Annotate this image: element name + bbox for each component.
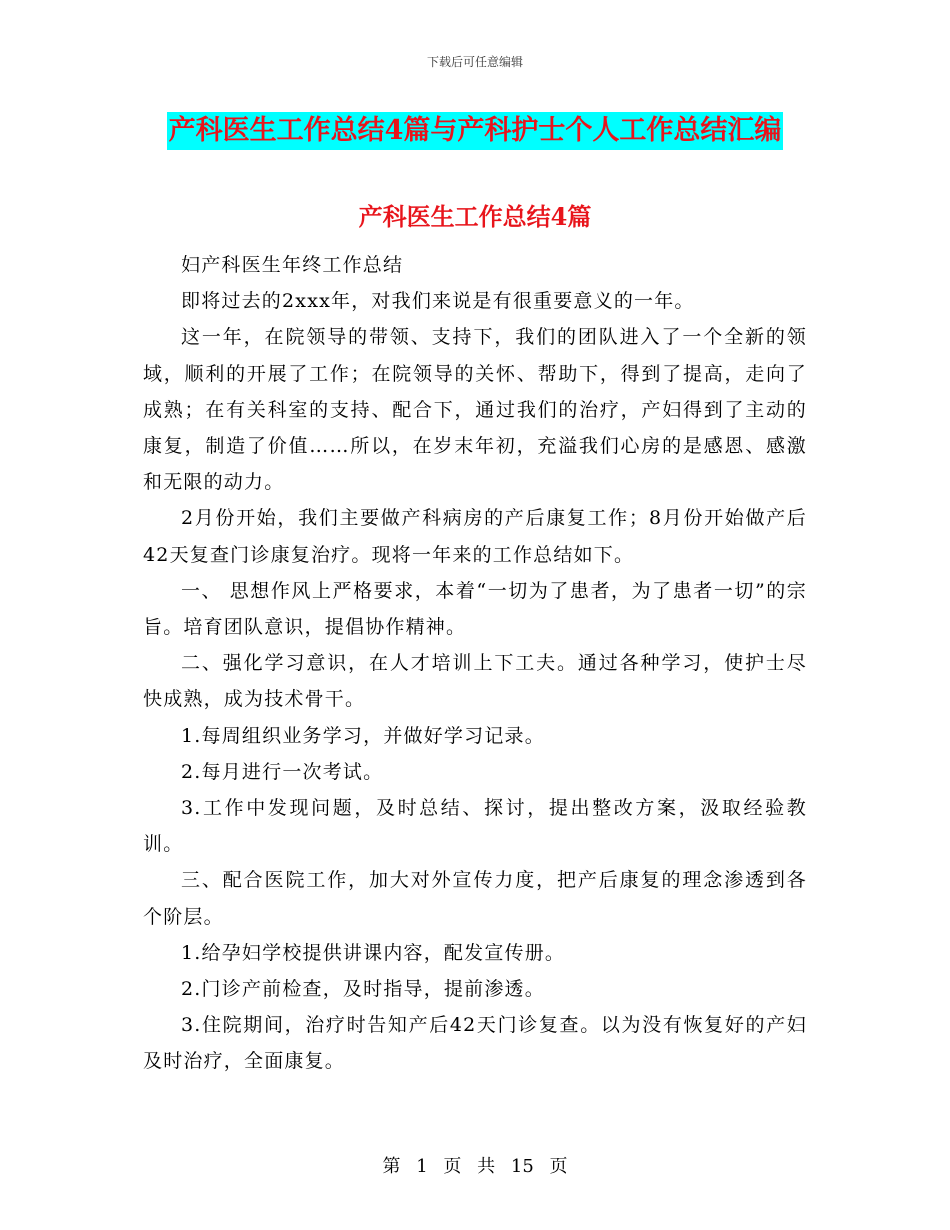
document-title: 产科医生工作总结4篇与产科护士个人工作总结汇编 [167,112,784,150]
paragraph: 1.给孕妇学校提供讲课内容，配发宣传册。 [181,941,566,964]
paragraph: 2月份开始，我们主要做产科病房的产后康复工作；8月份开始做产后42天复查门诊康复治疗。现将一年来的工作总结如下。 [143,507,807,566]
section-title: 产科医生工作总结4篇 [358,202,592,231]
header-note: 下载后可任意编辑 [426,55,523,69]
paragraph: 二、强化学习意识，在人才培训上下工夫。通过各种学习，使护士尽快成熟，成为技术骨干。 [143,652,807,711]
page-footer [0,1152,950,1178]
paragraph: 一、 思想作风上严格要求，本着“一切为了患者，为了患者一切”的宗旨。培育团队意识，提倡协作精神。 [143,579,807,639]
footer-page-total: 15 [510,1156,534,1177]
paragraph: 这一年，在院领导的带领、支持下，我们的团队进入了一个全新的领域，顺利的开展了工作；在院领导的关怀、帮助下，得到了提高，走向了成熟；在有关科室的支持、配合下，通过我们的治疗，产妇得到了主动的康复，制造了价值……所以，在岁末年初，充溢我们心房的是感恩、感激和无限的动力。 [143,326,807,494]
paragraph: 3.住院期间，治疗时告知产后42天门诊复查。以为没有恢复好的产妇及时治疗，全面康复。 [143,1014,807,1073]
footer-prefix: 第 [382,1156,401,1177]
paragraph: 2.门诊产前检查，及时指导，提前渗透。 [181,978,545,1001]
paragraph: 1.每周组织业务学习，并做好学习记录。 [181,724,545,747]
document-title-wrapper [0,112,950,150]
paragraph: 2.每月进行一次考试。 [181,760,384,783]
footer-mid: 页 [443,1156,462,1177]
paragraph: 妇产科医生年终工作总结 [181,254,404,276]
paragraph: 三、配合医院工作，加大对外宣传力度，把产后康复的理念渗透到各个阶层。 [143,869,807,928]
document-body [143,247,807,1080]
footer-suffix: 页 [549,1156,568,1177]
paragraph: 即将过去的2xxx年，对我们来说是有很重要意义的一年。 [181,290,695,313]
footer-page-current: 1 [416,1156,428,1177]
paragraph: 3.工作中发现问题，及时总结、探讨，提出整改方案，汲取经验教训。 [143,797,807,856]
footer-total-prefix: 共 [477,1156,496,1177]
